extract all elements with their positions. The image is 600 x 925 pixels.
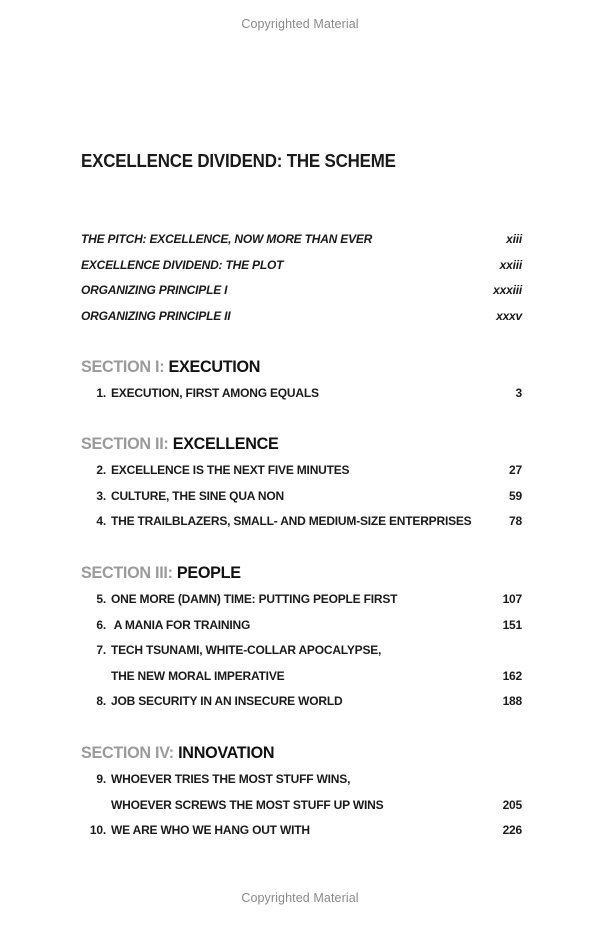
page-number: 27 (509, 463, 522, 477)
toc-entry[interactable] (81, 823, 522, 849)
section-3-entries (81, 592, 522, 720)
prelim-page: xiii (506, 232, 522, 246)
prelim-title: EXCELLENCE DIVIDEND: THE PLOT (81, 257, 284, 272)
section-name: INNOVATION (178, 743, 275, 762)
toc-entry[interactable] (81, 514, 522, 540)
section-prefix: SECTION I: (81, 357, 165, 376)
page-number: 205 (502, 797, 522, 812)
chapter-title: EXCELLENCE IS THE NEXT FIVE MINUTES (111, 463, 350, 477)
chapter-number: 2. (96, 463, 106, 477)
chapter-number: 3. (96, 488, 106, 503)
chapter-title: WE ARE WHO WE HANG OUT WITH (111, 823, 310, 838)
chapter-number: 10. (89, 823, 106, 838)
chapter-number: 8. (96, 694, 106, 709)
prelim-row[interactable] (81, 283, 522, 309)
section-prefix: SECTION IV: (81, 743, 174, 762)
toc-entry[interactable] (81, 772, 522, 798)
chapter-title: CULTURE, THE SINE QUA NON (111, 488, 285, 503)
chapter-title: TECH TSUNAMI, WHITE-COLLAR APOCALYPSE, (111, 643, 382, 658)
page-number: 151 (502, 617, 522, 632)
page-number: 188 (502, 694, 522, 709)
chapter-title: THE NEW MORAL IMPERATIVE (111, 668, 285, 683)
toc-entry-continuation[interactable] (81, 798, 522, 824)
prelim-page: xxiii (499, 257, 522, 272)
section-name: PEOPLE (176, 563, 241, 582)
toc-entry[interactable] (81, 618, 522, 644)
prelim-row[interactable] (81, 309, 522, 335)
section-name: EXECUTION (168, 357, 261, 376)
prelim-title: THE PITCH: EXCELLENCE, NOW MORE THAN EVER (81, 232, 373, 246)
chapter-title: WHOEVER TRIES THE MOST STUFF WINS, (111, 772, 351, 786)
chapter-number: 9. (96, 772, 106, 786)
section-name: EXCELLENCE (172, 434, 279, 453)
chapter-number: 1. (96, 386, 106, 400)
prelim-title: ORGANIZING PRINCIPLE I (81, 283, 228, 298)
section-heading-4 (81, 743, 274, 763)
chapter-title: ONE MORE (DAMN) TIME: PUTTING PEOPLE FIRST (111, 592, 398, 606)
chapter-number: 5. (96, 592, 106, 606)
prelim-row[interactable] (81, 258, 522, 284)
section-heading-3 (81, 563, 241, 583)
watermark-top: Copyrighted Material (241, 17, 359, 31)
chapter-number: 6. (96, 617, 106, 632)
prelim-page: xxxv (496, 309, 522, 324)
section-4-entries (81, 772, 522, 849)
page-number: 162 (502, 668, 522, 683)
section-heading-1 (81, 357, 260, 377)
page-number: 78 (509, 514, 522, 529)
page-number: 3 (515, 386, 522, 400)
page-number: 107 (502, 592, 522, 606)
toc-entry[interactable] (81, 643, 522, 669)
toc-entry[interactable] (81, 694, 522, 720)
prelim-row[interactable] (81, 232, 522, 258)
chapter-title: JOB SECURITY IN AN INSECURE WORLD (111, 694, 343, 709)
prelim-title: ORGANIZING PRINCIPLE II (81, 309, 231, 324)
prelim-list (81, 232, 522, 335)
page-number: 59 (509, 488, 522, 503)
chapter-title: A MANIA FOR TRAINING (111, 617, 251, 632)
toc-entry[interactable] (81, 463, 522, 489)
chapter-title: THE TRAILBLAZERS, SMALL- AND MEDIUM-SIZE ENTERPRISES (111, 514, 472, 529)
chapter-title: WHOEVER SCREWS THE MOST STUFF UP WINS (111, 797, 384, 812)
toc-entry[interactable] (81, 592, 522, 618)
section-1-entries (81, 386, 522, 412)
chapter-title: EXECUTION, FIRST AMONG EQUALS (111, 386, 319, 400)
section-2-entries (81, 463, 522, 540)
toc-entry[interactable] (81, 489, 522, 515)
section-heading-2 (81, 434, 278, 454)
prelim-page: xxxiii (493, 283, 522, 298)
page-title: EXCELLENCE DIVIDEND: THE SCHEME (81, 151, 396, 171)
chapter-number: 7. (96, 643, 106, 658)
page-number: 226 (502, 823, 522, 838)
section-prefix: SECTION III: (81, 563, 173, 582)
section-prefix: SECTION II: (81, 434, 169, 453)
watermark-bottom: Copyrighted Material (241, 891, 359, 905)
toc-entry-continuation[interactable] (81, 669, 522, 695)
chapter-number: 4. (96, 514, 106, 529)
toc-entry[interactable] (81, 386, 522, 412)
